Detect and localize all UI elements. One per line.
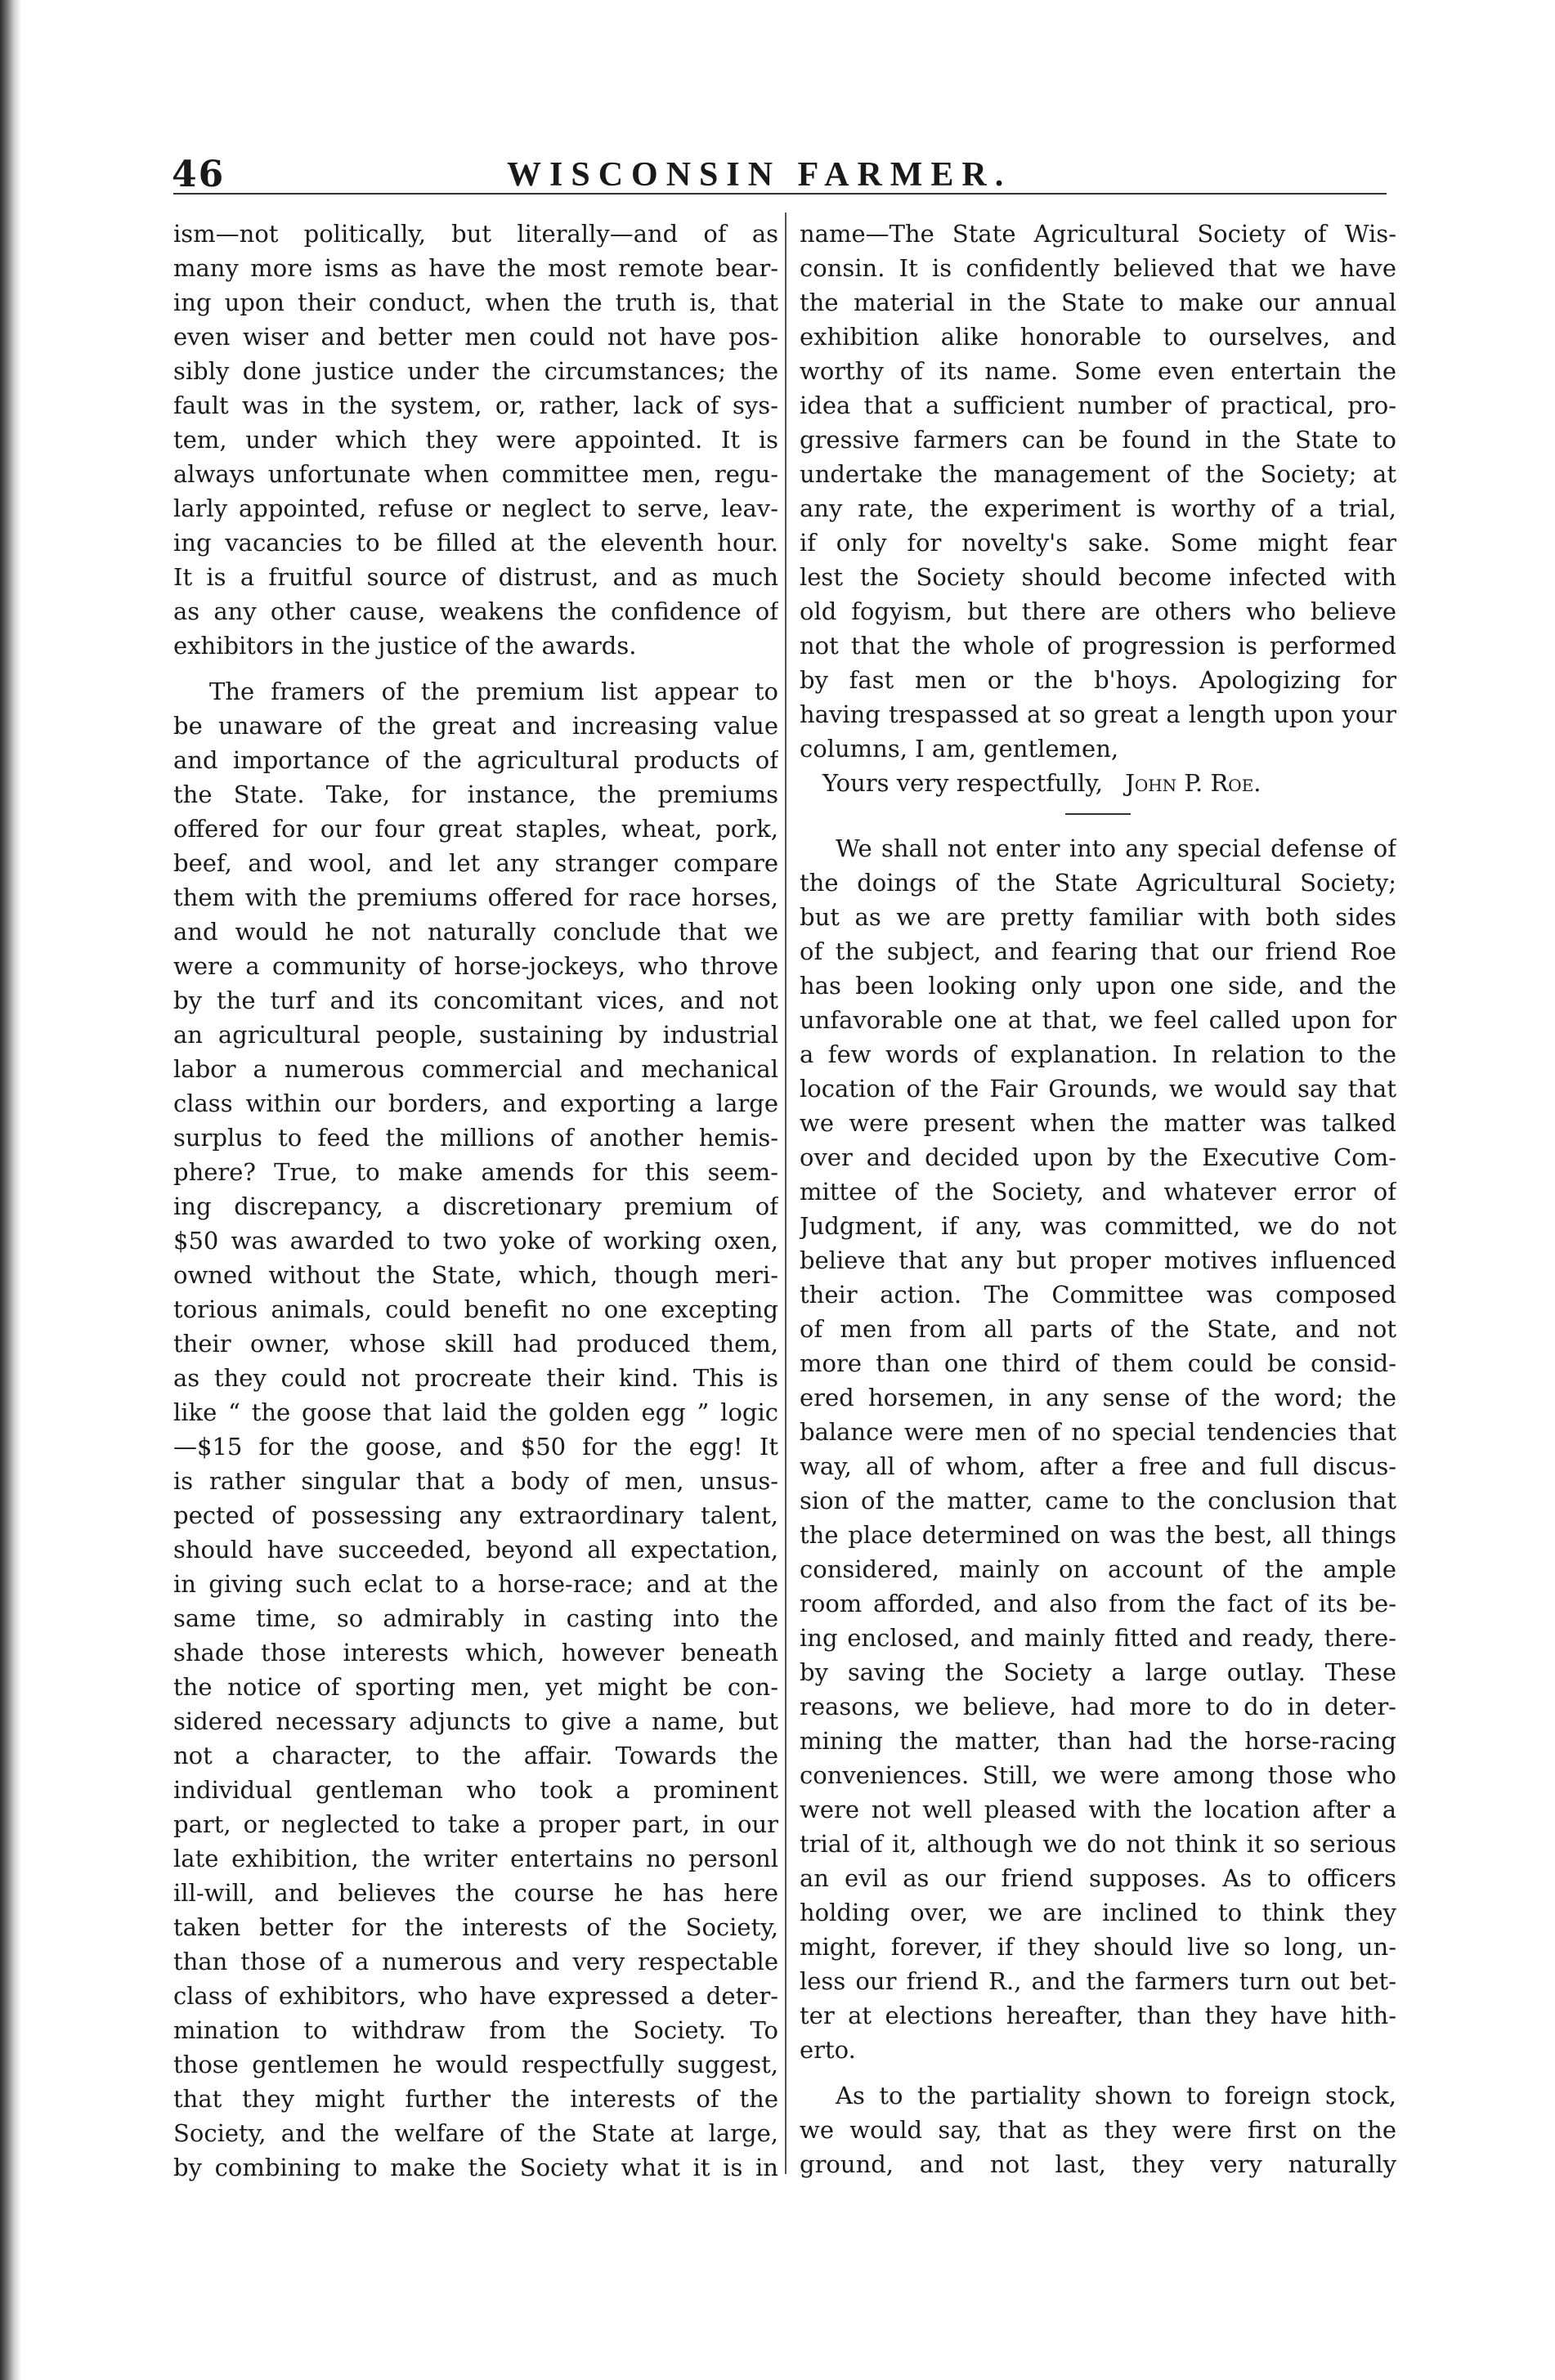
- text-line: the place determined on was the best, all things: [800, 1521, 1396, 1549]
- text-line: believe that any but proper motives influenced: [800, 1246, 1396, 1274]
- text-line: old fogyism, but there are others who believe: [800, 597, 1396, 625]
- text-line: columns, I am, gentlemen,: [800, 735, 1119, 763]
- text-line: worthy of its name. Some even entertain the: [800, 357, 1396, 385]
- text-line: ism—not politically, but literally—and of as: [173, 220, 778, 248]
- text-line: part, or neglected to take a proper part, in our: [173, 1810, 778, 1838]
- text-line: an agricultural people, sustaining by industrial: [173, 1021, 778, 1049]
- text-line: the State. Take, for instance, the premiums: [173, 781, 778, 808]
- header-rule: [173, 193, 1387, 195]
- paragraph-gap: [800, 2067, 1396, 2078]
- text-line: were not well pleased with the location after a: [800, 1796, 1396, 1823]
- right-column: [800, 217, 1396, 2181]
- text-line: of the subject, and fearing that our friend Roe: [800, 937, 1396, 965]
- text-line: over and decided upon by the Executive Com-: [800, 1143, 1396, 1171]
- text-line: location of the Fair Grounds, we would say that: [800, 1075, 1396, 1103]
- text-line: less our friend R., and the farmers turn out bet-: [800, 1967, 1396, 1995]
- text-line: ered horsemen, in any sense of the word; the: [800, 1384, 1396, 1411]
- text-line: balance were men of no special tendencies that: [800, 1418, 1396, 1446]
- text-line: surplus to feed the millions of another hemis-: [173, 1124, 778, 1152]
- text-line: gressive farmers can be found in the State to: [800, 426, 1396, 454]
- text-line: pected of possessing any extraordinary talent,: [173, 1501, 778, 1529]
- text-line: as they could not procreate their kind. This is: [173, 1364, 778, 1392]
- text-line: phere? True, to make amends for this seem-: [173, 1158, 778, 1186]
- text-line: sion of the matter, came to the conclusion that: [800, 1487, 1396, 1514]
- text-line: even wiser and better men could not have pos-: [173, 323, 778, 351]
- text-line: sidered necessary adjuncts to give a name, but: [173, 1707, 778, 1735]
- text-line: as any other cause, weakens the confidence of: [173, 597, 778, 625]
- text-line: those gentlemen he would respectfully suggest,: [173, 2051, 778, 2078]
- text-line: by the turf and its concomitant vices, and not: [173, 986, 778, 1014]
- text-line: labor a numerous commercial and mechanical: [173, 1055, 778, 1083]
- text-line: sibly done justice under the circumstances; the: [173, 357, 778, 385]
- text-line: tem, under which they were appointed. It is: [173, 426, 778, 454]
- text-line: trial of it, although we do not think it so serious: [800, 1830, 1396, 1858]
- text-line: —$15 for the goose, and $50 for the egg! It: [173, 1433, 778, 1461]
- text-line: like “ the goose that laid the golden egg ” logic: [173, 1398, 778, 1426]
- text-line: more than one third of them could be consid-: [800, 1349, 1396, 1377]
- text-line: by fast men or the b'hoys. Apologizing for: [800, 666, 1396, 694]
- text-line: them with the premiums offered for race horses,: [173, 884, 778, 911]
- paragraph-gap: [173, 663, 778, 674]
- text-line: be unaware of the great and increasing value: [173, 712, 778, 740]
- text-line: ing upon their conduct, when the truth is, that: [173, 289, 778, 316]
- text-line: name—The State Agricultural Society of Wis-: [800, 220, 1396, 248]
- text-line: is rather singular that a body of men, unsus-: [173, 1467, 778, 1495]
- text-line: and would he not naturally conclude that we: [173, 918, 778, 946]
- running-head: WISCONSIN FARMER.: [507, 156, 1012, 194]
- text-line: might, forever, if they should live so long, un-: [800, 1933, 1396, 1961]
- text-line: exhibitors in the justice of the awards.: [173, 632, 637, 660]
- text-line: ing discrepancy, a discretionary premium of: [173, 1192, 778, 1220]
- page-number: 46: [172, 154, 226, 195]
- text-line: of men from all parts of the State, and not: [800, 1315, 1396, 1343]
- text-line: consin. It is confidently believed that we have: [800, 254, 1396, 282]
- text-line: holding over, we are inclined to think they: [800, 1899, 1396, 1926]
- text-line: the doings of the State Agricultural Society;: [800, 869, 1396, 897]
- text-line: their action. The Committee was composed: [800, 1281, 1396, 1309]
- text-line: offered for our four great staples, wheat, pork,: [173, 815, 778, 843]
- text-line: that they might further the interests of the: [173, 2085, 778, 2113]
- editorial-text: [800, 831, 1396, 2181]
- text-line: same time, so admirably in casting into the: [173, 1604, 778, 1632]
- text-line: a few words of explanation. In relation to the: [800, 1040, 1396, 1068]
- text-line: $50 was awarded to two yoke of working oxen,: [173, 1227, 778, 1255]
- text-line: the notice of sporting men, yet might be con-: [173, 1673, 778, 1701]
- text-line: undertake the management of the Society; at: [800, 460, 1396, 488]
- text-line: shade those interests which, however beneath: [173, 1639, 778, 1666]
- text-line: We shall not enter into any special defense of: [836, 834, 1396, 862]
- text-line: many more isms as have the most remote bear-: [173, 254, 778, 282]
- text-line: ing enclosed, and mainly fitted and ready, there-: [800, 1624, 1396, 1652]
- text-line: The framers of the premium list appear to: [209, 678, 778, 705]
- text-line: always unfortunate when committee men, regu-: [173, 460, 778, 488]
- text-line: taken better for the interests of the Society,: [173, 1913, 778, 1941]
- text-line: their owner, whose skill had produced them,: [173, 1330, 778, 1358]
- text-line: having trespassed at so great a length upon your: [800, 700, 1396, 728]
- text-line: idea that a sufficient number of practical, pro-: [800, 391, 1396, 419]
- text-line: owned without the State, which, though meri-: [173, 1261, 778, 1289]
- text-line: ill-will, and believes the course he has here: [173, 1879, 778, 1907]
- text-line: way, all of whom, after a free and full discus-: [800, 1452, 1396, 1480]
- text-line: class within our borders, and exporting a large: [173, 1089, 778, 1117]
- text-line: and importance of the agricultural products of: [173, 746, 778, 774]
- signature-name: John P. Roe.: [1125, 769, 1261, 797]
- text-line: Judgment, if any, was committed, we do not: [800, 1212, 1396, 1240]
- text-line: larly appointed, refuse or neglect to serve, leav-: [173, 494, 778, 522]
- signature: [800, 766, 1396, 800]
- text-line: room afforded, and also from the fact of its be-: [800, 1590, 1396, 1617]
- text-line: has been looking only upon one side, and the: [800, 972, 1396, 1000]
- text-line: we would say, that as they were first on the: [800, 2116, 1396, 2144]
- letter-text: [800, 217, 1396, 766]
- text-line: unfavorable one at that, we feel called upon for: [800, 1006, 1396, 1034]
- text-line: by saving the Society a large outlay. These: [800, 1658, 1396, 1686]
- left-column: [173, 217, 778, 2185]
- text-line: mination to withdraw from the Society. To: [173, 2016, 778, 2044]
- text-line: lest the Society should become infected with: [800, 563, 1396, 591]
- text-line: by combining to make the Society what it is in: [173, 2154, 778, 2181]
- text-line: conveniences. Still, we were among those who: [800, 1761, 1396, 1789]
- text-line: reasons, we believe, had more to do in deter-: [800, 1693, 1396, 1720]
- text-line: ing vacancies to be filled at the eleventh hour.: [173, 529, 778, 557]
- text-line: were a community of horse-jockeys, who throve: [173, 952, 778, 980]
- text-line: individual gentleman who took a prominent: [173, 1776, 778, 1804]
- text-line: As to the partiality shown to foreign stock,: [836, 2082, 1396, 2109]
- text-line: but as we are pretty familiar with both sides: [800, 903, 1396, 931]
- text-line: mining the matter, than had the horse-racing: [800, 1727, 1396, 1755]
- text-line: torious animals, could benefit no one excepting: [173, 1295, 778, 1323]
- text-line: any rate, the experiment is worthy of a trial,: [800, 494, 1396, 522]
- text-line: an evil as our friend supposes. As to officers: [800, 1864, 1396, 1892]
- text-line: erto.: [800, 2036, 856, 2064]
- column-rule: [785, 212, 786, 2174]
- text-line: we were present when the matter was talked: [800, 1109, 1396, 1137]
- text-line: class of exhibitors, who have expressed a deter-: [173, 1982, 778, 2010]
- text-line: beef, and wool, and let any stranger compare: [173, 849, 778, 877]
- text-line: in giving such eclat to a horse-race; and at the: [173, 1570, 778, 1598]
- text-line: not a character, to the affair. Towards the: [173, 1742, 778, 1769]
- text-line: fault was in the system, or, rather, lack of sys-: [173, 391, 778, 419]
- text-line: if only for novelty's sake. Some might fear: [800, 529, 1396, 557]
- text-line: It is a fruitful source of distrust, and as much: [173, 563, 778, 591]
- signature-closing: Yours very respectfully,: [822, 769, 1103, 797]
- text-line: considered, mainly on account of the ample: [800, 1555, 1396, 1583]
- text-line: than those of a numerous and very respectable: [173, 1948, 778, 1975]
- text-line: Society, and the welfare of the State at large,: [173, 2119, 778, 2147]
- text-line: the material in the State to make our annual: [800, 289, 1396, 316]
- text-line: ter at elections hereafter, than they have hith-: [800, 2002, 1396, 2029]
- text-line: late exhibition, the writer entertains no personl: [173, 1845, 778, 1872]
- text-line: exhibition alike honorable to ourselves, and: [800, 323, 1396, 351]
- text-line: should have succeeded, beyond all expectation,: [173, 1536, 778, 1564]
- text-line: not that the whole of progression is performed: [800, 632, 1396, 660]
- left-column-text: [173, 217, 778, 2185]
- section-rule: [1065, 813, 1131, 815]
- scan-border: [0, 0, 21, 2380]
- text-line: mittee of the Society, and whatever error of: [800, 1178, 1396, 1206]
- text-line: ground, and not last, they very naturally: [800, 2150, 1396, 2178]
